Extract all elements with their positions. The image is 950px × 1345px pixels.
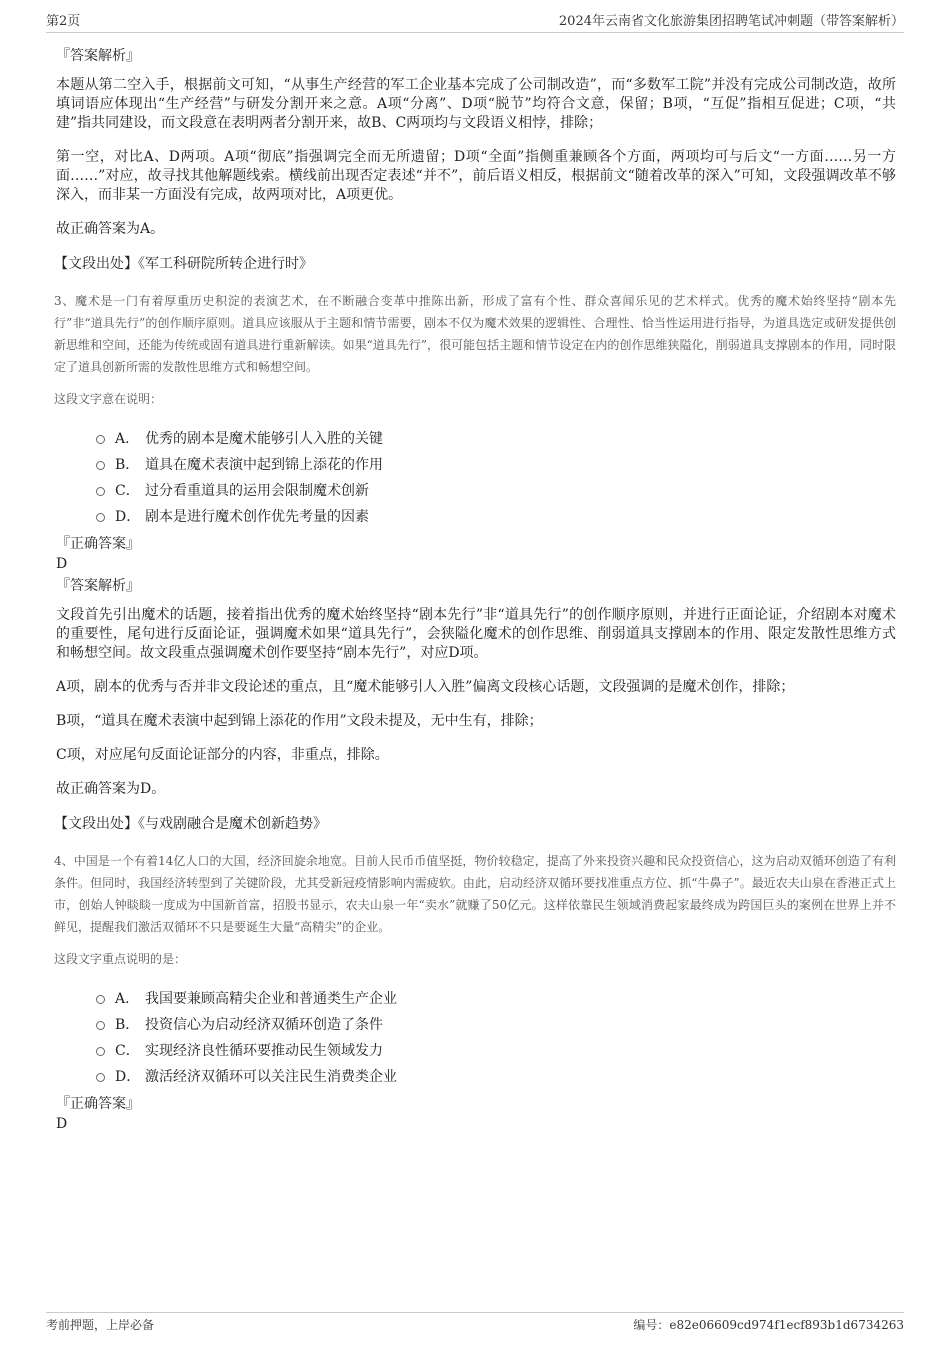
analysis-paragraph: A项，剧本的优秀与否并非文段论述的重点，且“魔术能够引人入胜”偏离文段核心话题，文段强调的是魔术创作，排除； — [56, 679, 795, 695]
option-a[interactable] — [96, 426, 896, 452]
option-letter: B． — [115, 1017, 140, 1033]
option-text: 优秀的剧本是魔术能够引人入胜的关键 — [145, 431, 383, 447]
option-text: 投资信心为启动经济双循环创造了条件 — [145, 1017, 383, 1033]
analysis-conclusion: 故正确答案为D。 — [56, 781, 166, 797]
question-3-options — [96, 426, 896, 530]
option-text: 激活经济双循环可以关注民生消费类企业 — [145, 1069, 397, 1085]
option-text: 过分看重道具的运用会限制魔术创新 — [145, 483, 369, 499]
option-text: 实现经济良性循环要推动民生领域发力 — [145, 1043, 383, 1059]
radio-icon[interactable] — [96, 1021, 105, 1030]
option-c[interactable] — [96, 478, 896, 504]
analysis-paragraph: B项，“道具在魔术表演中起到锦上添花的作用”文段未提及，无中生有，排除； — [56, 713, 543, 729]
option-letter: D． — [115, 509, 141, 525]
analysis-paragraph: 本题从第二空入手，根据前文可知，“从事生产经营的军工企业基本完成了公司制改造”，而“多数军工院”并没有完成公司制改造，故所填词语应体现出“生产经营”与研发分割开来之意。A项“分离”、D项“脱节”均符合文意，保留；B项，“互促”指相互促进；C项，“共建”指共同建设，而文段意在表明两者分割开来，故B、C两项均与文段语义相悖，排除； — [56, 77, 896, 131]
correct-answer-label: 『正确答案』 — [56, 536, 140, 552]
option-letter: C． — [115, 1043, 140, 1059]
passage-source: 【文段出处】《军工科研院所转企进行时》 — [54, 256, 313, 272]
radio-icon[interactable] — [96, 995, 105, 1004]
analysis-label: 『答案解析』 — [56, 578, 140, 594]
radio-icon[interactable] — [96, 461, 105, 470]
radio-icon[interactable] — [96, 1047, 105, 1056]
option-letter: A． — [115, 431, 140, 447]
analysis-conclusion: 故正确答案为A。 — [56, 221, 165, 237]
analysis-paragraph: C项，对应尾句反面论证部分的内容，非重点，排除。 — [56, 747, 389, 763]
option-b[interactable] — [96, 452, 896, 478]
question-4-prompt: 这段文字重点说明的是： — [54, 952, 187, 966]
page-header — [46, 12, 904, 33]
footer-slogan: 考前押题，上岸必备 — [46, 1318, 155, 1332]
radio-icon[interactable] — [96, 1073, 105, 1082]
analysis-paragraph: 第一空，对比A、D两项。A项“彻底”指强调完全而无所遗留；D项“全面”指侧重兼顾各个方面，两项均可与后文“一方面……另一方面……”对应，故寻找其他解题线索。横线前出现否定表述“并不”，前后语义相反，根据前文“随着改革的深入”可知，文段强调改革不够深入，而非某一方面没有完成，故两项对比，A项更优。 — [56, 149, 896, 203]
option-letter: D． — [115, 1069, 141, 1085]
option-d[interactable] — [96, 504, 896, 530]
option-d[interactable] — [96, 1064, 896, 1090]
question-4-options — [96, 986, 896, 1090]
question-3-prompt: 这段文字意在说明： — [54, 392, 163, 406]
page-content — [56, 46, 896, 1136]
option-c[interactable] — [96, 1038, 896, 1064]
option-text: 剧本是进行魔术创作优先考量的因素 — [145, 509, 369, 525]
correct-answer-label: 『正确答案』 — [56, 1096, 140, 1112]
radio-icon[interactable] — [96, 435, 105, 444]
passage-source: 【文段出处】《与戏剧融合是魔术创新趋势》 — [54, 816, 327, 832]
option-text: 道具在魔术表演中起到锦上添花的作用 — [145, 457, 383, 473]
page-number: 第2页 — [46, 14, 81, 29]
option-letter: A． — [115, 991, 140, 1007]
question-4-text: 4、中国是一个有着14亿人口的大国，经济回旋余地宽。目前人民币币值坚挺，物价较稳定，提高了外来投资兴趣和民众投资信心，这为启动双循环创造了有利条件。但同时，我国经济转型到了关键阶段，尤其受新冠疫情影响内需疲软。由此，启动经济双循环要找准重点方位、抓“牛鼻子”。最近农夫山泉在香港正式上市，创始人钟睒睒一度成为中国新首富，招股书显示，农夫山泉一年“卖水”就赚了50亿元。这样依靠民生领域消费起家最终成为跨国巨头的案例在世界上并不鲜见，提醒我们激活双循环不只是要诞生大量“高精尖”的企业。 — [54, 854, 896, 934]
option-a[interactable] — [96, 986, 896, 1012]
option-letter: C． — [115, 483, 140, 499]
page-footer — [46, 1312, 904, 1337]
radio-icon[interactable] — [96, 487, 105, 496]
option-b[interactable] — [96, 1012, 896, 1038]
document-title: 2024年云南省文化旅游集团招聘笔试冲刺题（带答案解析） — [558, 14, 904, 29]
correct-answer-value: D — [56, 556, 68, 572]
radio-icon[interactable] — [96, 513, 105, 522]
document-id: 编号：e82e06609cd974f1ecf893b1d6734263 — [633, 1318, 904, 1332]
analysis-label: 『答案解析』 — [56, 48, 140, 64]
option-text: 我国要兼顾高精尖企业和普通类生产企业 — [145, 991, 397, 1007]
option-letter: B． — [115, 457, 140, 473]
analysis-paragraph: 文段首先引出魔术的话题，接着指出优秀的魔术始终坚持“剧本先行”非“道具先行”的创作顺序原则，并进行正面论证，介绍剧本对魔术的重要性，尾句进行反面论证，强调魔术如果“道具先行”，会狭隘化魔术的创作思维、削弱道具支撑剧本的作用、限定发散性思维方式和畅想空间。故文段重点强调魔术创作要坚持“剧本先行”，对应D项。 — [56, 607, 896, 661]
correct-answer-value: D — [56, 1116, 68, 1132]
question-3-text: 3、魔术是一门有着厚重历史积淀的表演艺术，在不断融合变革中推陈出新，形成了富有个性、群众喜闻乐见的艺术样式。优秀的魔术始终坚持“剧本先行”非“道具先行”的创作顺序原则。道具应该服从于主题和情节需要，剧本不仅为魔术效果的逻辑性、合理性、恰当性运用进行指导，为道具选定或研发提供创新思维和空间，还能为传统或固有道具进行重新解读。如果“道具先行”，很可能包括主题和情节设定在内的创作思维狭隘化，削弱道具支撑剧本的作用，同时限定了道具创新所需的发散性思维方式和畅想空间。 — [54, 294, 896, 374]
